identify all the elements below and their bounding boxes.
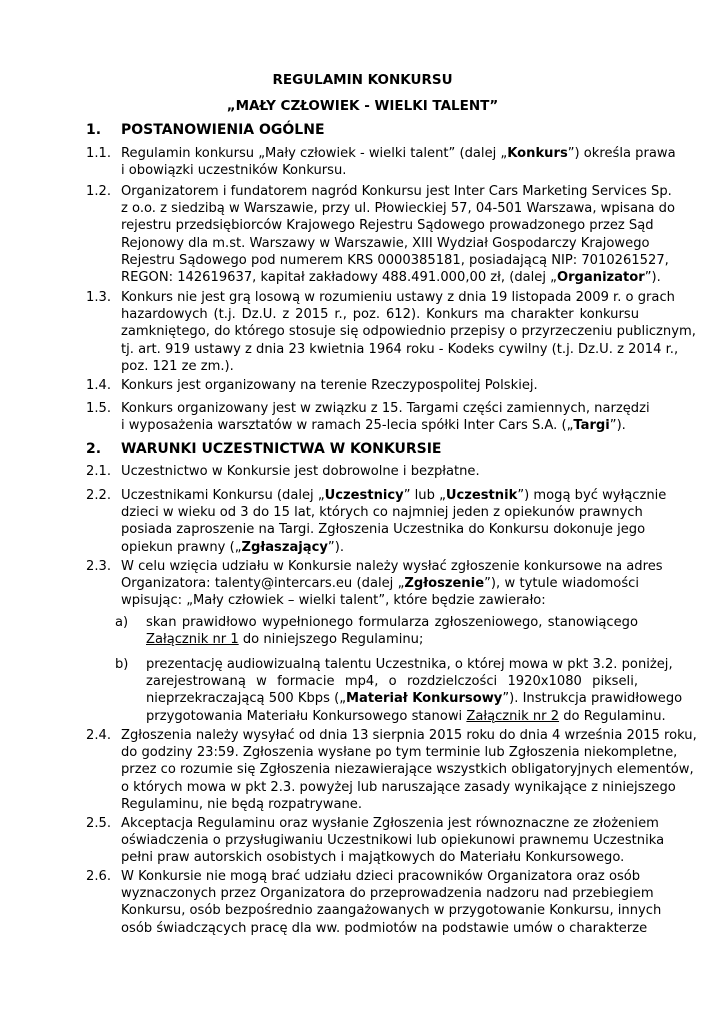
defined-term: Uczestnicy (324, 488, 404, 503)
text-line: Konkurs nie jest grą losową w rozumieniu ustawy z dnia 19 listopada 2009 r. o grach (121, 290, 675, 305)
text-line: Uczestnikami Konkursu (dalej „Uczestnicy” lub „Uczestnik”) mogą być wyłącznie (121, 488, 667, 503)
text-line: W Konkursie nie mogą brać udziału dzieci pracowników Organizatora oraz osób (121, 869, 641, 884)
text-line: przez co rozumie się Zgłoszenia niezawierające wszystkich obligatoryjnych elementów, (121, 762, 694, 778)
section-title: POSTANOWIENIA OGÓLNE (121, 122, 325, 138)
text-line: Załącznik nr 1 do niniejszego Regulaminu; (146, 632, 424, 648)
section-number: 1. (86, 122, 102, 138)
list-item-body (146, 656, 683, 725)
paragraph-body (121, 463, 639, 480)
document-title: REGULAMIN KONKURSU (272, 72, 453, 88)
paragraph-body (121, 558, 663, 610)
text-line: rejestru przedsiębiorców Krajowego Rejestru Sądowego prowadzonego przez Sąd (121, 218, 654, 234)
paragraph-body (121, 289, 696, 375)
text-line: tj. art. 919 ustawy z dnia 23 kwietnia 1964 roku - Kodeks cywilny (t.j. Dz.U. z 2014 r., (121, 341, 679, 357)
paragraph-body (121, 868, 662, 937)
defined-term: Zgłoszenie (404, 576, 485, 592)
text-line: W celu wzięcia udziału w Konkursie należy wysłać zgłoszenie konkursowe na adres (121, 559, 663, 574)
list-item-body (146, 614, 638, 648)
text-line: Organizatora: talenty@intercars.eu (dalej „Zgłoszenie”), w tytule wiadomości (121, 576, 639, 592)
text-line: poz. 121 ze zm.). (121, 358, 234, 374)
defined-term: Konkurs (507, 146, 568, 161)
text-line: zarejestrowaną w formacie mp4, o rozdzielczości 1920x1080 pikseli, (146, 674, 638, 690)
section-title: WARUNKI UCZESTNICTWA W KONKURSIE (121, 441, 442, 457)
text-line: o których mowa w pkt 2.3. powyżej lub naruszające zasady wynikające z niniejszego (121, 779, 676, 795)
text-line: Rejonowy dla m.st. Warszawy w Warszawie, XIII Wydział Gospodarczy Krajowego (121, 235, 650, 251)
text-line: posiada zaproszenie na Targi. Zgłoszenia Uczestnika do Konkursu dokonuje jego (121, 522, 646, 538)
text-line: Akceptacja Regulaminu oraz wysłanie Zgłoszenia jest równoznaczne ze złożeniem (121, 816, 659, 831)
defined-term: Targi (573, 418, 610, 434)
text-line: skan prawidłowo wypełnionego formularza zgłoszeniowego, stanowiącego (146, 615, 638, 630)
defined-term: Uczestnik (445, 488, 518, 503)
paragraph-number: 2.6. (86, 869, 111, 884)
paragraph-body (121, 400, 650, 434)
annex-reference: Załącznik nr 2 (466, 708, 560, 724)
paragraph-number: 1.2. (86, 184, 111, 199)
text-line: Rejestru Sądowego pod numerem KRS 0000385181, posiadającą NIP: 7010261527, (121, 252, 669, 268)
paragraph-number: 2.3. (86, 559, 111, 574)
text-line: z o.o. z siedzibą w Warszawie, przy ul. Płowieckiej 57, 04-501 Warszawa, wpisana do (121, 201, 675, 217)
text-line: nieprzekraczającą 500 Kbps („Materiał Konkursowy”). Instrukcja prawidłowego (146, 691, 683, 707)
text-line: osób świadczących pracę dla ww. podmiotów na podstawie umów o charakterze (121, 920, 648, 936)
text-line: i wyposażenia warsztatów w ramach 25-lecia spółki Inter Cars S.A. („Targi”). (121, 418, 626, 434)
text-line: Organizatorem i fundatorem nagród Konkursu jest Inter Cars Marketing Services Sp. (121, 184, 672, 199)
list-marker: b) (115, 657, 129, 672)
text-line: zamkniętego, do którego stosuje się odpowiednio przepisy o przyrzeczeniu publicznym, (121, 324, 696, 340)
annex-reference: Załącznik nr 1 (146, 632, 239, 648)
text-line: prezentację audiowizualną talentu Uczestnika, o której mowa w pkt 3.2. poniżej, (146, 657, 673, 672)
paragraph-number: 2.5. (86, 816, 111, 831)
text-line: Konkursu, osób bezpośrednio zaangażowanych w przygotowanie Konkursu, innych (121, 903, 662, 919)
text-line: i obowiązki uczestników Konkursu. (121, 163, 347, 179)
paragraph-number: 1.5. (86, 401, 111, 416)
paragraph-number: 2.4. (86, 728, 111, 743)
defined-term: Materiał Konkursowy (346, 691, 503, 707)
section-number: 2. (86, 441, 102, 457)
contest-name-title: „MAŁY CZŁOWIEK - WIELKI TALENT” (226, 98, 499, 114)
paragraph-body (121, 377, 639, 394)
text-line: hazardowych (t.j. Dz.U. z 2015 r., poz. 612). Konkurs ma charakter konkursu (121, 307, 639, 323)
text-line: wyznaczonych przez Organizatora do przeprowadzenia nadzoru nad przebiegiem (121, 886, 654, 902)
text-line: Zgłoszenia należy wysyłać od dnia 13 sierpnia 2015 roku do dnia 4 września 2015 roku, (121, 728, 697, 743)
paragraph-body (121, 487, 667, 556)
text-line: dzieci w wieku od 3 do 15 lat, których co najmniej jeden z opiekunów prawnych (121, 505, 643, 521)
list-marker: a) (115, 615, 129, 630)
paragraph-body (121, 183, 675, 286)
paragraph-number: 1.4. (86, 378, 111, 393)
paragraph-body (121, 727, 697, 813)
text-line: Regulamin konkursu „Mały człowiek - wielki talent” (dalej „Konkurs”) określa prawa (121, 146, 676, 161)
paragraph-body (121, 145, 676, 179)
text-line: pełni praw autorskich osobistych i majątkowych do Materiału Konkursowego. (121, 850, 625, 866)
text-line: opiekun prawny („Zgłaszający”). (121, 539, 344, 555)
text-line: Konkurs organizowany jest w związku z 15. Targami części zamiennych, narzędzi (121, 401, 650, 416)
paragraph-number: 1.3. (86, 290, 111, 305)
text-line: wpisując: „Mały człowiek – wielki talent”, które będzie zawierało: (121, 593, 546, 609)
text-line: oświadczenia o przysługiwaniu Uczestnikowi lub opiekunowi prawnemu Uczestnika (121, 833, 665, 849)
text-line: przygotowania Materiału Konkursowego stanowi Załącznik nr 2 do Regulaminu. (146, 708, 666, 724)
defined-term: Organizator (556, 270, 645, 286)
text-line: REGON: 142619637, kapitał zakładowy 488.491.000,00 zł, (dalej „Organizator”). (121, 270, 661, 286)
text-line: Uczestnictwo w Konkursie jest dobrowolne i bezpłatne. (121, 464, 480, 479)
paragraph-number: 1.1. (86, 146, 111, 161)
paragraph-number: 2.1. (86, 464, 111, 479)
text-line: Regulaminu, nie będą rozpatrywane. (121, 796, 363, 812)
text-line: Konkurs jest organizowany na terenie Rzeczypospolitej Polskiej. (121, 378, 538, 393)
defined-term: Zgłaszający (241, 539, 328, 555)
paragraph-number: 2.2. (86, 488, 111, 503)
text-line: do godziny 23:59. Zgłoszenia wysłane po tym terminie lub Zgłoszenia niekompletne, (121, 745, 678, 761)
paragraph-body (121, 815, 665, 867)
